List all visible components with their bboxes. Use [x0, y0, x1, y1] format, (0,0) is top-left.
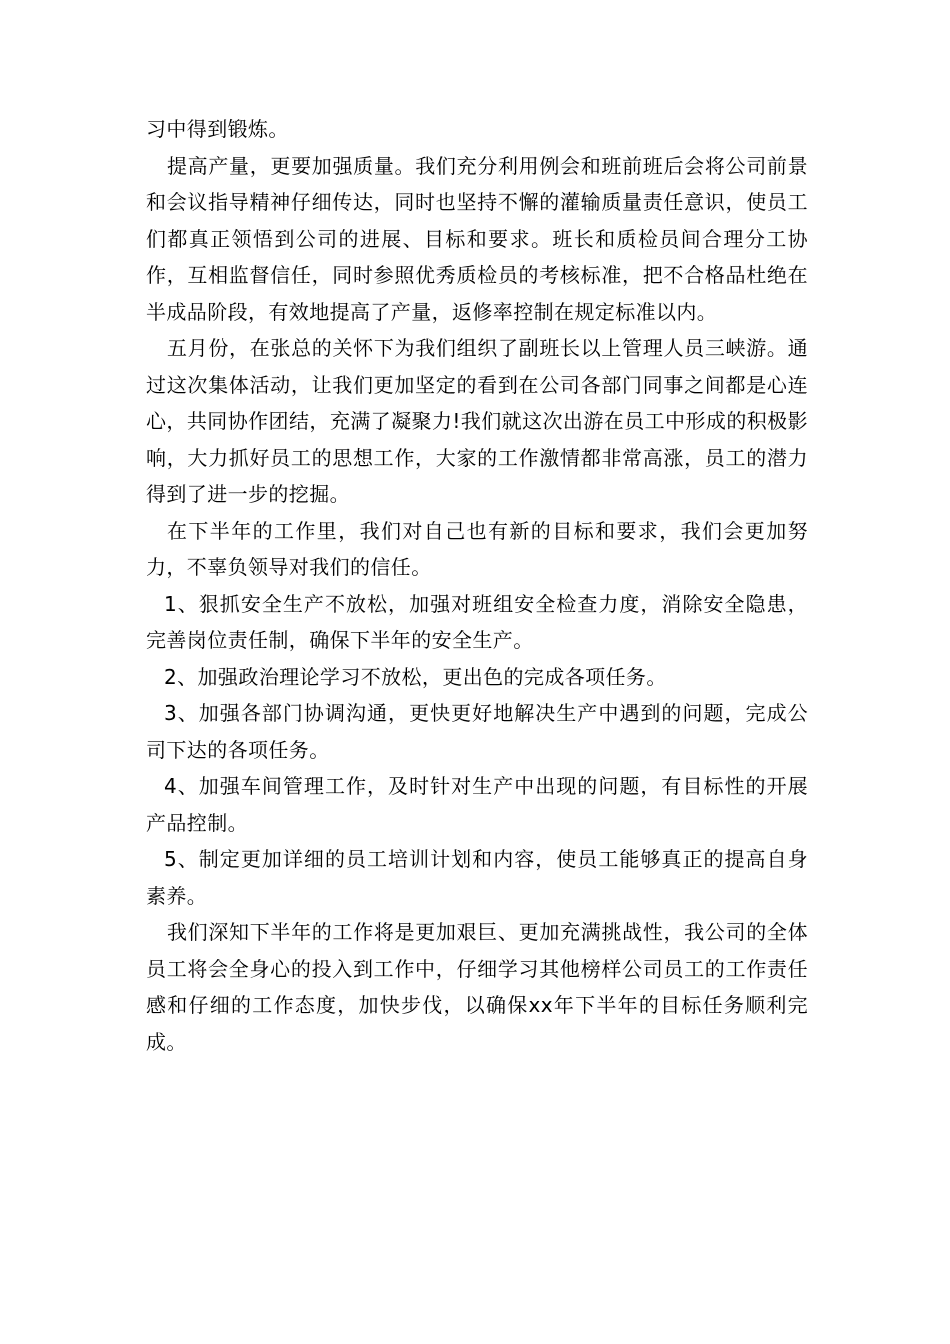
list-item-safety: 1、狠抓安全生产不放松，加强对班组安全检查力度，消除安全隐患，完善岗位责任制，确保下半年的安全生产。 [146, 591, 808, 652]
paragraph-conclusion: 我们深知下半年的工作将是更加艰巨、更加充满挑战性，我公司的全体员工将会全身心的投入到工作中，仔细学习其他榜样公司员工的工作责任感和仔细的工作态度，加快步伐，以确保xx年下半年的目标任务顺利完成。 [146, 920, 808, 1054]
paragraph-continuation: 习中得到锻炼。 [146, 117, 289, 141]
list-item-political-study: 2、加强政治理论学习不放松，更出色的完成各项任务。 [164, 664, 667, 689]
list-item-coordination: 3、加强各部门协调沟通，更快更好地解决生产中遇到的问题，完成公司下达的各项任务。 [146, 701, 808, 762]
document-body [146, 111, 808, 1060]
paragraph-may-trip: 五月份，在张总的关怀下为我们组织了副班长以上管理人员三峡游。通过这次集体活动，让我们更加坚定的看到在公司各部门同事之间都是心连心，共同协作团结，充满了凝聚力!我们就这次出游在员工中形成的积极影响，大力抓好员工的思想工作，大家的工作激情都非常高涨，员工的潜力得到了进一步的挖掘。 [146, 336, 808, 506]
paragraph-second-half-goals: 在下半年的工作里，我们对自己也有新的目标和要求，我们会更加努力，不辜负领导对我们的信任。 [146, 518, 808, 579]
list-item-workshop-management: 4、加强车间管理工作，及时针对生产中出现的问题，有目标性的开展产品控制。 [146, 774, 808, 835]
paragraph-quality: 提高产量，更要加强质量。我们充分利用例会和班前班后会将公司前景和会议指导精神仔细传达，同时也坚持不懈的灌输质量责任意识，使员工们都真正领悟到公司的进展、目标和要求。班长和质检员间合理分工协作，互相监督信任，同时参照优秀质检员的考核标准，把不合格品杜绝在半成品阶段，有效地提高了产量，返修率控制在规定标准以内。 [146, 153, 808, 324]
list-item-training: 5、制定更加详细的员工培训计划和内容，使员工能够真正的提高自身素养。 [146, 847, 808, 908]
